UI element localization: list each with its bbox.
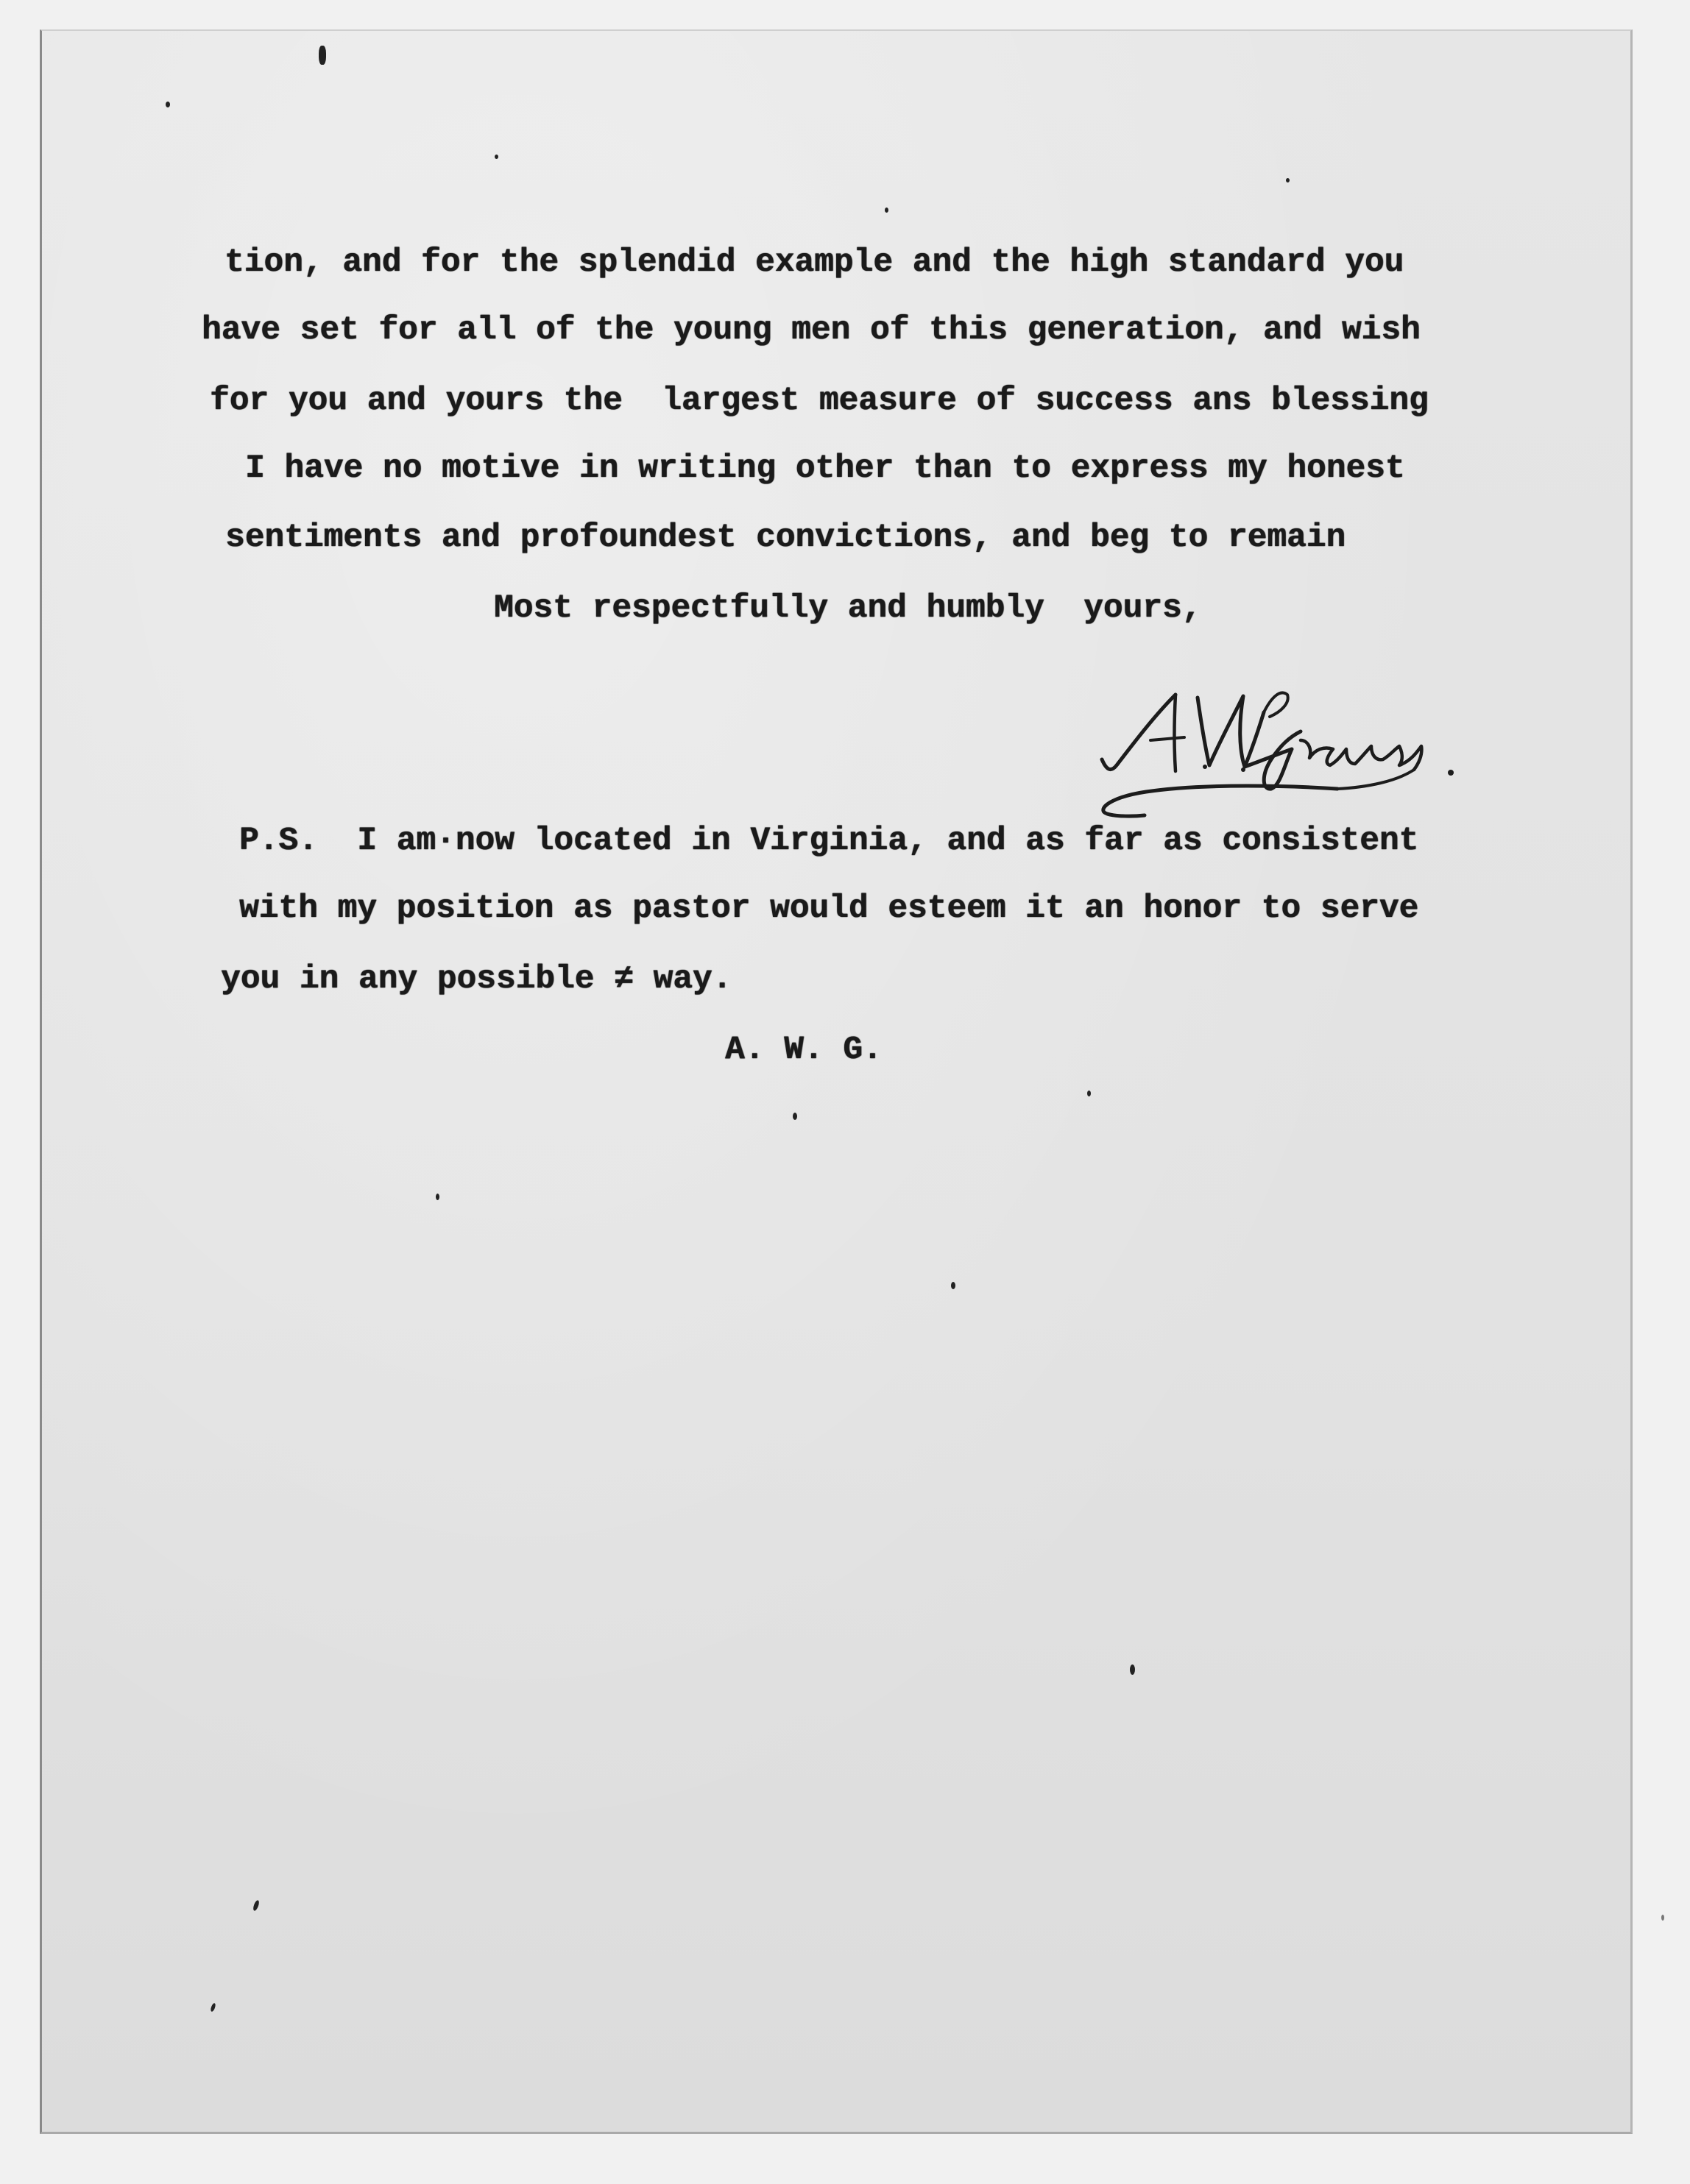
- ink-speck: [436, 1194, 439, 1200]
- ink-speck: [210, 2003, 216, 2013]
- closing-line: Most respectfully and humbly yours,: [494, 590, 1202, 627]
- postscript-line-1: P.S. I am·now located in Virginia, and as far as consistent: [239, 823, 1419, 859]
- letter-page: [40, 29, 1633, 2134]
- ink-speck: [495, 155, 498, 159]
- body-line-4: I have no motive in writing other than to express my honest: [245, 450, 1405, 487]
- postscript-line-2: with my position as pastor would esteem it an honor to serve: [239, 890, 1419, 927]
- ink-speck: [1087, 1091, 1091, 1096]
- ink-speck: [793, 1113, 797, 1120]
- body-line-3: for you and yours the largest measure of success ans blessing: [210, 383, 1429, 419]
- ink-speck: [319, 46, 326, 65]
- ink-speck: [166, 102, 170, 107]
- initials-line: A. W. G.: [725, 1032, 883, 1068]
- body-line-2: have set for all of the young men of this generation, and wish: [202, 312, 1421, 349]
- body-line-5: sentiments and profoundest convictions, and beg to remain: [225, 520, 1346, 556]
- ink-speck: [885, 208, 888, 213]
- handwritten-signature: [1087, 678, 1499, 818]
- ink-speck: [951, 1282, 955, 1289]
- ink-speck: [252, 1899, 261, 1911]
- ink-speck: [1130, 1664, 1135, 1675]
- ink-speck: [1661, 1915, 1664, 1921]
- ink-speck: [1286, 178, 1290, 182]
- postscript-line-3: you in any possible ≠ way.: [221, 961, 732, 998]
- body-line-1: tion, and for the splendid example and the high standard you: [224, 244, 1404, 281]
